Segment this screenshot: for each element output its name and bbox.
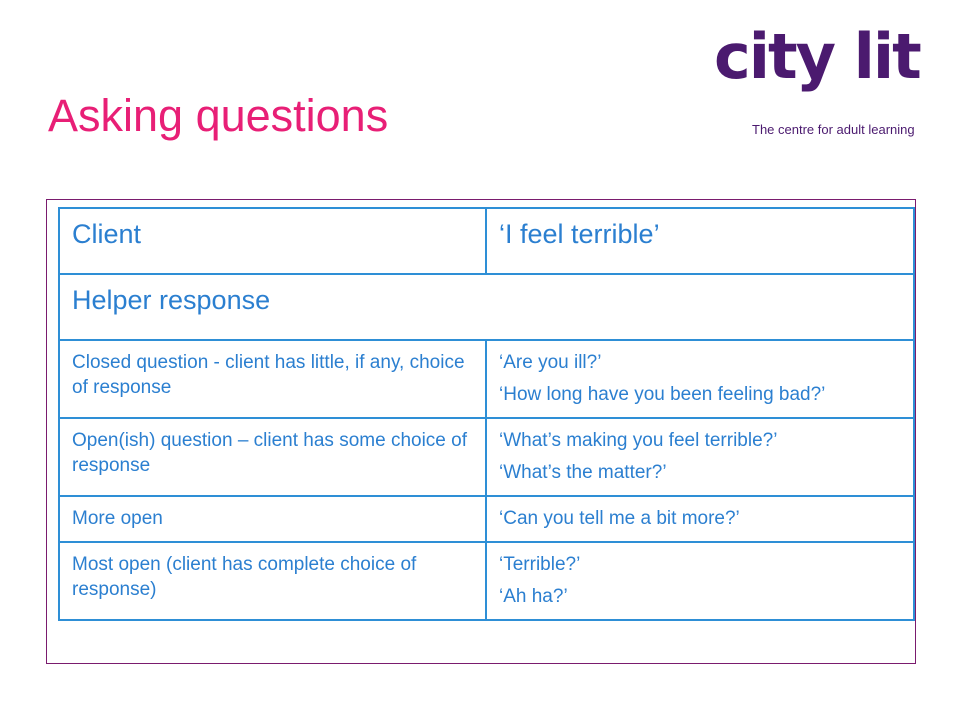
slide-title: Asking questions	[48, 90, 389, 141]
example-question: ‘Are you ill?’	[499, 352, 602, 373]
example-cell	[486, 340, 914, 418]
helper-response-heading: Helper response	[59, 274, 914, 340]
example-cell	[486, 542, 914, 620]
logo-tagline: The centre for adult learning	[752, 122, 915, 137]
client-label: Client	[59, 208, 486, 274]
question-type-cell: Most open (client has complete choice of response)	[59, 542, 486, 620]
example-question: ‘What’s the matter?’	[499, 462, 667, 483]
example-question: ‘How long have you been feeling bad?’	[499, 384, 826, 405]
example-question: ‘Terrible?’	[499, 554, 581, 575]
client-row	[59, 208, 914, 274]
helper-response-row	[59, 274, 914, 340]
question-types-table	[58, 207, 915, 621]
table-row	[59, 418, 914, 496]
table-row	[59, 340, 914, 418]
logo-wordmark: city lit	[714, 20, 920, 93]
example-question: ‘What’s making you feel terrible?’	[499, 430, 778, 451]
example-cell	[486, 496, 914, 542]
city-lit-logo	[714, 20, 920, 146]
question-type-cell: More open	[59, 496, 486, 542]
question-type-cell: Open(ish) question – client has some choice of response	[59, 418, 486, 496]
example-question: ‘Can you tell me a bit more?’	[499, 508, 740, 529]
table-row	[59, 542, 914, 620]
example-question: ‘Ah ha?’	[499, 586, 568, 607]
question-type-cell: Closed question - client has little, if any, choice of response	[59, 340, 486, 418]
client-statement: ‘I feel terrible’	[486, 208, 914, 274]
table-row	[59, 496, 914, 542]
example-cell	[486, 418, 914, 496]
